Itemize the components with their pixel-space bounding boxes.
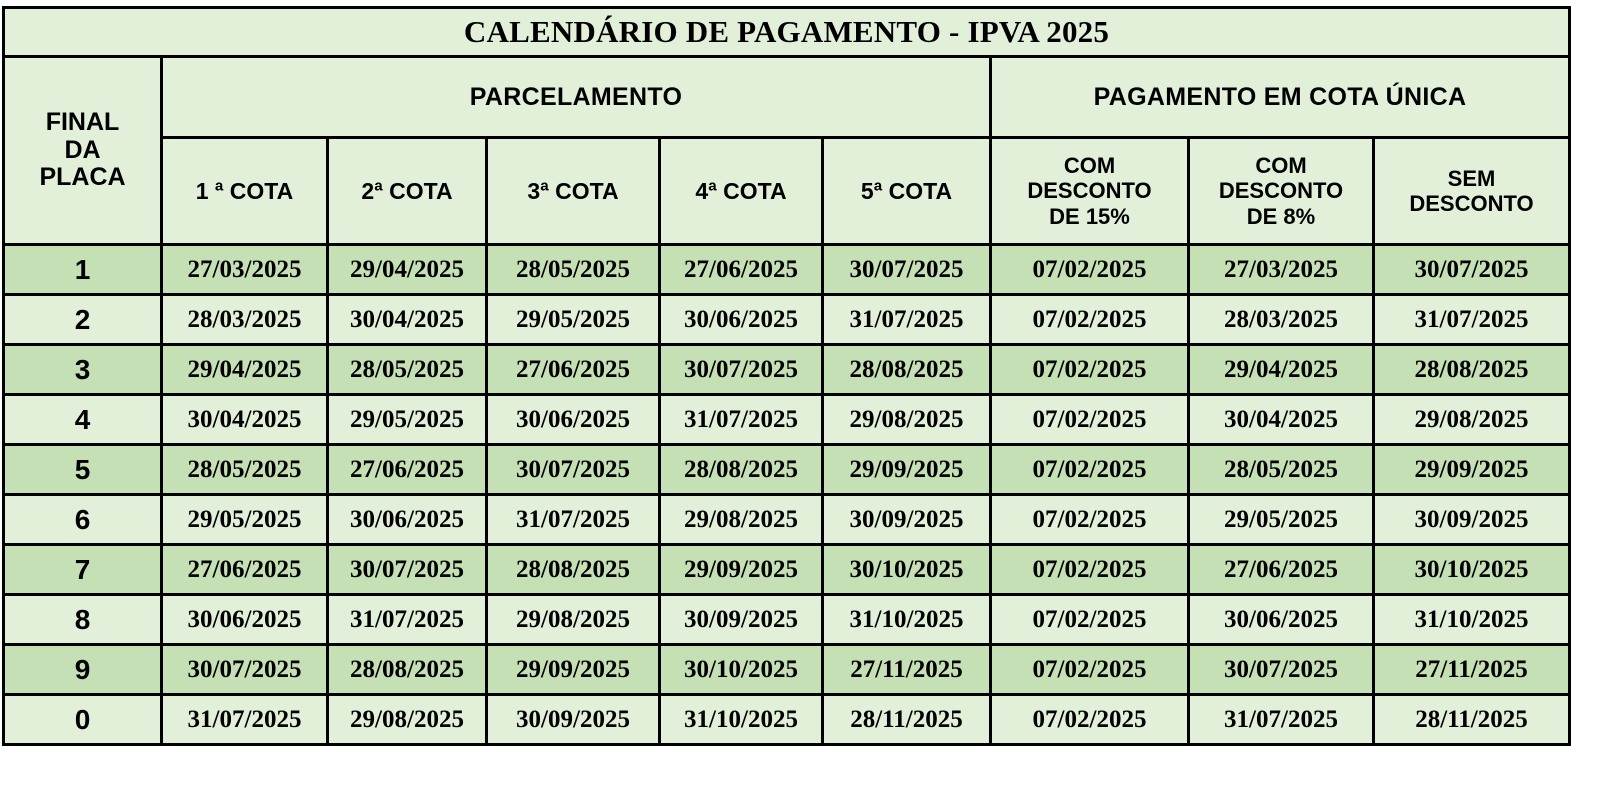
- table-row: [4, 645, 1570, 695]
- plate-final: 0: [4, 695, 162, 745]
- sem-desconto-date: 27/11/2025: [1374, 645, 1570, 695]
- desconto-8-date: 27/03/2025: [1189, 245, 1374, 295]
- plate-final: 5: [4, 445, 162, 495]
- desconto-15-date: 07/02/2025: [991, 545, 1189, 595]
- cota-2-date: 27/06/2025: [328, 445, 487, 495]
- cota-1-date: 28/03/2025: [162, 295, 328, 345]
- header-desconto-8-line-3: DE 8%: [1246, 203, 1316, 229]
- cota-3-date: 28/08/2025: [487, 545, 660, 595]
- sem-desconto-date: 28/11/2025: [1374, 695, 1570, 745]
- plate-final: 9: [4, 645, 162, 695]
- cota-3-date: 29/09/2025: [487, 645, 660, 695]
- desconto-8-date: 29/05/2025: [1189, 495, 1374, 545]
- header-final-da-placa: [4, 57, 162, 245]
- cota-4-date: 30/06/2025: [660, 295, 823, 345]
- calendar-document: [0, 6, 1600, 790]
- cota-5-date: 31/07/2025: [823, 295, 991, 345]
- table-row: [4, 445, 1570, 495]
- table-row: [4, 545, 1570, 595]
- header-desconto-8-line-2: DESCONTO: [1218, 178, 1344, 204]
- cota-3-date: 29/08/2025: [487, 595, 660, 645]
- header-desconto-8-line-1: COM: [1255, 153, 1307, 179]
- desconto-15-date: 07/02/2025: [991, 645, 1189, 695]
- cota-2-date: 29/05/2025: [328, 395, 487, 445]
- header-final-line-2: DA: [64, 135, 101, 164]
- cota-5-date: 30/09/2025: [823, 495, 991, 545]
- table-row: [4, 395, 1570, 445]
- desconto-8-date: 30/07/2025: [1189, 645, 1374, 695]
- desconto-15-date: 07/02/2025: [991, 445, 1189, 495]
- header-cota-4: 4ª COTA: [660, 138, 823, 245]
- group-header-row: [4, 57, 1570, 138]
- cota-1-date: 30/06/2025: [162, 595, 328, 645]
- desconto-8-date: 27/06/2025: [1189, 545, 1374, 595]
- header-group-parcelamento: PARCELAMENTO: [162, 57, 991, 138]
- plate-final: 1: [4, 245, 162, 295]
- cota-3-date: 31/07/2025: [487, 495, 660, 545]
- sem-desconto-date: 31/10/2025: [1374, 595, 1570, 645]
- cota-3-date: 30/09/2025: [487, 695, 660, 745]
- desconto-15-date: 07/02/2025: [991, 595, 1189, 645]
- plate-final: 8: [4, 595, 162, 645]
- cota-1-date: 30/07/2025: [162, 645, 328, 695]
- cota-1-date: 28/05/2025: [162, 445, 328, 495]
- cota-2-date: 29/08/2025: [328, 695, 487, 745]
- cota-4-date: 27/06/2025: [660, 245, 823, 295]
- cota-2-date: 28/08/2025: [328, 645, 487, 695]
- cota-4-date: 28/08/2025: [660, 445, 823, 495]
- cota-1-date: 29/04/2025: [162, 345, 328, 395]
- sem-desconto-date: 30/09/2025: [1374, 495, 1570, 545]
- header-sem-desconto: [1374, 138, 1570, 245]
- table-row: [4, 595, 1570, 645]
- desconto-8-date: 30/06/2025: [1189, 595, 1374, 645]
- desconto-15-date: 07/02/2025: [991, 295, 1189, 345]
- header-cota-2: 2ª COTA: [328, 138, 487, 245]
- cota-1-date: 29/05/2025: [162, 495, 328, 545]
- cota-4-date: 29/09/2025: [660, 545, 823, 595]
- cota-3-date: 29/05/2025: [487, 295, 660, 345]
- header-final-line-3: PLACA: [39, 163, 126, 192]
- cota-5-date: 30/10/2025: [823, 545, 991, 595]
- desconto-15-date: 07/02/2025: [991, 495, 1189, 545]
- ipva-calendar-table: [2, 6, 1571, 746]
- cota-2-date: 30/04/2025: [328, 295, 487, 345]
- cota-5-date: 30/07/2025: [823, 245, 991, 295]
- table-body: [4, 245, 1570, 745]
- cota-5-date: 31/10/2025: [823, 595, 991, 645]
- cota-5-date: 28/08/2025: [823, 345, 991, 395]
- header-cota-3: 3ª COTA: [487, 138, 660, 245]
- cota-3-date: 28/05/2025: [487, 245, 660, 295]
- sem-desconto-date: 30/07/2025: [1374, 245, 1570, 295]
- sem-desconto-date: 31/07/2025: [1374, 295, 1570, 345]
- header-desconto-15-line-2: DESCONTO: [1027, 178, 1152, 204]
- table-row: [4, 345, 1570, 395]
- cota-5-date: 27/11/2025: [823, 645, 991, 695]
- header-sem-desconto-line-1: SEM: [1447, 165, 1496, 191]
- header-cota-5: 5ª COTA: [823, 138, 991, 245]
- cota-2-date: 31/07/2025: [328, 595, 487, 645]
- cota-1-date: 27/06/2025: [162, 545, 328, 595]
- plate-final: 3: [4, 345, 162, 395]
- plate-final: 7: [4, 545, 162, 595]
- header-sem-desconto-line-2: DESCONTO: [1409, 191, 1534, 216]
- desconto-8-date: 31/07/2025: [1189, 695, 1374, 745]
- header-desconto-15-line-3: DE 15%: [1049, 203, 1130, 229]
- cota-3-date: 30/07/2025: [487, 445, 660, 495]
- cota-1-date: 30/04/2025: [162, 395, 328, 445]
- desconto-8-date: 29/04/2025: [1189, 345, 1374, 395]
- cota-4-date: 30/09/2025: [660, 595, 823, 645]
- header-final-line-1: FINAL: [45, 108, 120, 137]
- cota-1-date: 27/03/2025: [162, 245, 328, 295]
- cota-1-date: 31/07/2025: [162, 695, 328, 745]
- desconto-8-date: 30/04/2025: [1189, 395, 1374, 445]
- cota-5-date: 29/09/2025: [823, 445, 991, 495]
- table-row: [4, 295, 1570, 345]
- cota-4-date: 29/08/2025: [660, 495, 823, 545]
- sem-desconto-date: 30/10/2025: [1374, 545, 1570, 595]
- desconto-15-date: 07/02/2025: [991, 695, 1189, 745]
- cota-2-date: 30/07/2025: [328, 545, 487, 595]
- cota-2-date: 29/04/2025: [328, 245, 487, 295]
- desconto-8-date: 28/03/2025: [1189, 295, 1374, 345]
- header-desconto-15: [991, 138, 1189, 245]
- cota-5-date: 28/11/2025: [823, 695, 991, 745]
- table-row: [4, 245, 1570, 295]
- header-desconto-15-line-1: COM: [1063, 153, 1116, 179]
- cota-5-date: 29/08/2025: [823, 395, 991, 445]
- table-row: [4, 695, 1570, 745]
- sem-desconto-date: 29/08/2025: [1374, 395, 1570, 445]
- cota-4-date: 31/10/2025: [660, 695, 823, 745]
- desconto-15-date: 07/02/2025: [991, 345, 1189, 395]
- header-group-cota-unica: PAGAMENTO EM COTA ÚNICA: [991, 57, 1570, 138]
- cota-3-date: 27/06/2025: [487, 345, 660, 395]
- desconto-15-date: 07/02/2025: [991, 245, 1189, 295]
- sub-header-row: [4, 138, 1570, 245]
- plate-final: 2: [4, 295, 162, 345]
- header-cota-1: 1 ª COTA: [162, 138, 328, 245]
- plate-final: 4: [4, 395, 162, 445]
- sem-desconto-date: 29/09/2025: [1374, 445, 1570, 495]
- header-desconto-8: [1189, 138, 1374, 245]
- desconto-15-date: 07/02/2025: [991, 395, 1189, 445]
- cota-4-date: 30/10/2025: [660, 645, 823, 695]
- cota-4-date: 31/07/2025: [660, 395, 823, 445]
- cota-3-date: 30/06/2025: [487, 395, 660, 445]
- title-row: [4, 8, 1570, 57]
- cota-2-date: 30/06/2025: [328, 495, 487, 545]
- cota-2-date: 28/05/2025: [328, 345, 487, 395]
- page-title: CALENDÁRIO DE PAGAMENTO - IPVA 2025: [4, 8, 1570, 57]
- sem-desconto-date: 28/08/2025: [1374, 345, 1570, 395]
- desconto-8-date: 28/05/2025: [1189, 445, 1374, 495]
- plate-final: 6: [4, 495, 162, 545]
- cota-4-date: 30/07/2025: [660, 345, 823, 395]
- table-row: [4, 495, 1570, 545]
